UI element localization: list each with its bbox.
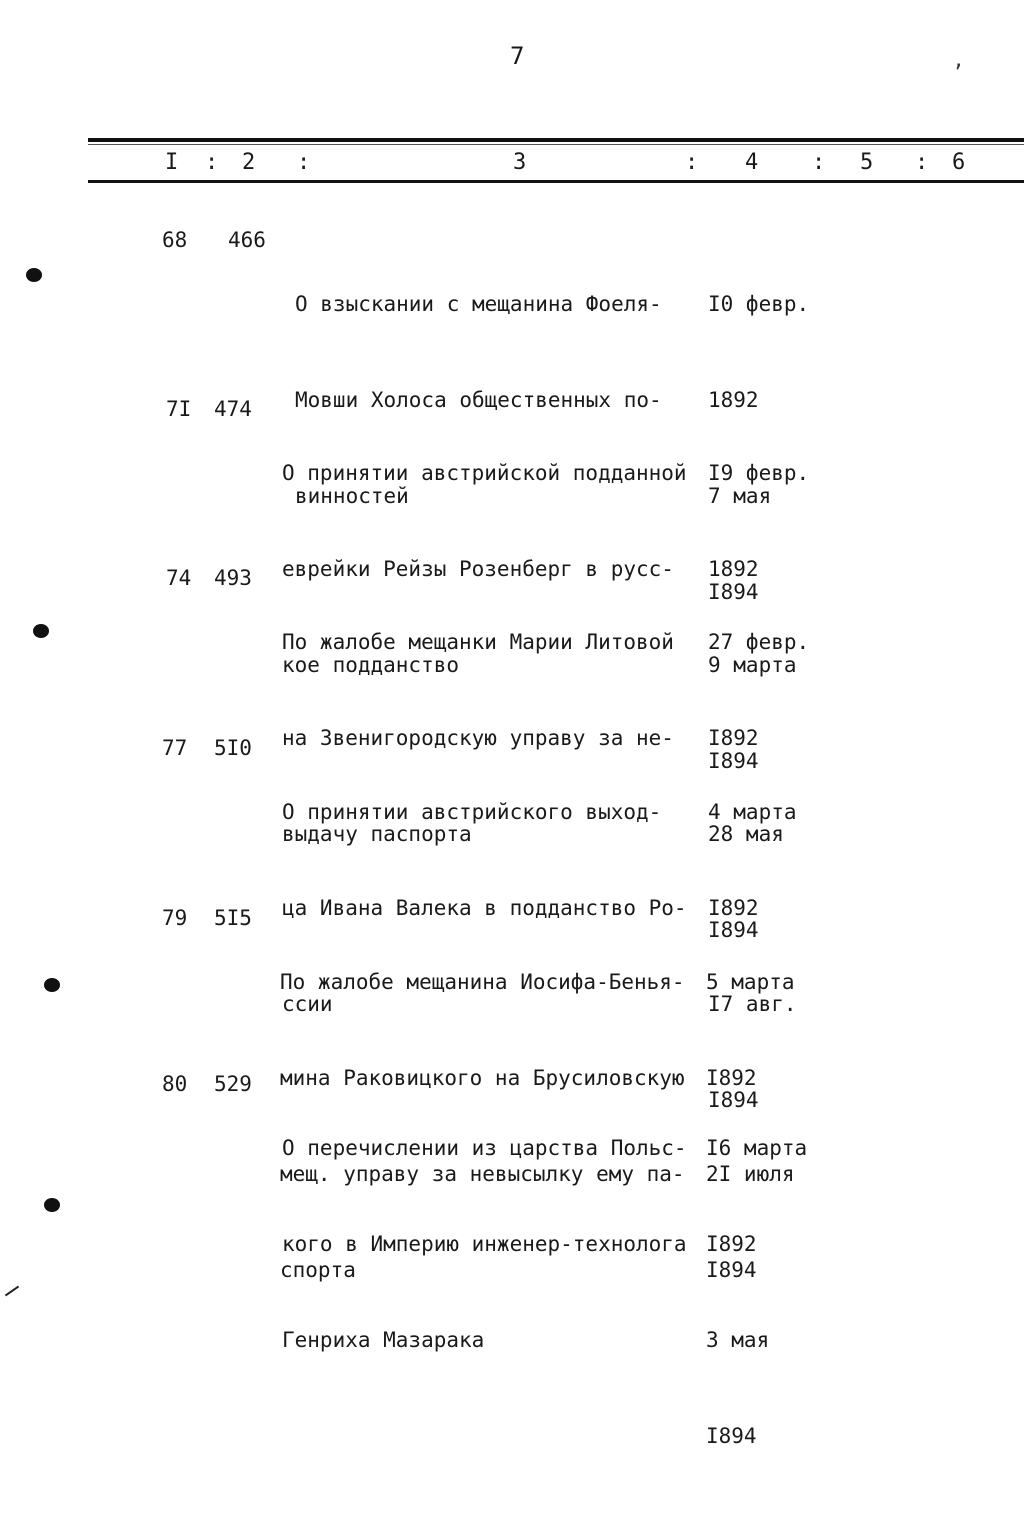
- page-number: 7: [510, 42, 525, 70]
- punch-hole: [33, 624, 49, 638]
- title-line: О взыскании с мещанина Фоеля-: [295, 292, 662, 316]
- date-line: I892: [706, 1232, 757, 1256]
- entry-number: 79: [162, 906, 188, 930]
- entry-number: 68: [162, 228, 188, 252]
- margin-stroke: [5, 1286, 19, 1297]
- file-number: 5I0: [214, 736, 252, 760]
- entry-number: 80: [162, 1072, 188, 1096]
- title-line: винностей: [295, 484, 409, 508]
- date-line: I6 марта: [706, 1136, 808, 1160]
- title-line: Генриха Мазарака: [282, 1328, 485, 1352]
- title-line: выдачу паспорта: [282, 822, 472, 846]
- date-line: 27 февр.: [708, 630, 810, 654]
- column-separator: :: [297, 150, 311, 175]
- date-line: I894: [708, 580, 759, 604]
- column-header-2: 2: [242, 150, 256, 175]
- title-line: мещ. управу за невысылку ему па-: [280, 1162, 685, 1186]
- date-line: 3 мая: [706, 1328, 770, 1352]
- header-rule-bottom: [88, 180, 1024, 183]
- date-line: I894: [706, 1258, 757, 1282]
- date-line: I892: [708, 896, 759, 920]
- file-number: 529: [214, 1072, 252, 1096]
- column-separator: :: [915, 150, 929, 175]
- title-line: на Звенигородскую управу за не-: [282, 726, 674, 750]
- header-rule-top: [88, 138, 1024, 142]
- date-line: I894: [708, 749, 759, 773]
- date-line: I892: [708, 726, 759, 750]
- title-line: По жалобе мещанки Марии Литовой: [282, 630, 674, 654]
- file-number: 5I5: [214, 906, 252, 930]
- entry-number: 77: [162, 736, 188, 760]
- date-line: 9 марта: [708, 653, 797, 677]
- entry-title: [282, 1068, 687, 1420]
- title-line: По жалобе мещанина Иосифа-Бенья-: [280, 970, 685, 994]
- punch-hole: [26, 268, 42, 282]
- date-line: I894: [708, 1088, 759, 1112]
- title-line: спорта: [280, 1258, 356, 1282]
- date-line: 2I июля: [706, 1162, 795, 1186]
- date-line: 1892: [708, 557, 759, 581]
- date-line: I894: [706, 1424, 757, 1448]
- title-line: мина Раковицкого на Брусиловскую: [280, 1066, 685, 1090]
- title-line: еврейки Рейзы Розенберг в русс-: [282, 557, 674, 581]
- column-header-6: 6: [952, 150, 966, 175]
- date-line: I892: [706, 1066, 757, 1090]
- punch-hole: [44, 1198, 60, 1212]
- file-number: 466: [228, 228, 266, 252]
- file-number: 493: [214, 566, 252, 590]
- date-line: 5 марта: [706, 970, 795, 994]
- date-line: I894: [708, 918, 759, 942]
- entry-number: 7I: [166, 397, 192, 421]
- date-line: I7 авг.: [708, 992, 797, 1016]
- punch-hole: [44, 978, 60, 992]
- header-rule-top-thin: [88, 144, 1024, 145]
- column-separator: :: [685, 150, 699, 175]
- date-line: 1892: [708, 388, 759, 412]
- file-number: 474: [214, 397, 252, 421]
- column-separator: :: [812, 150, 826, 175]
- title-line: кого в Империю инженер-технолога: [282, 1232, 687, 1256]
- entry-number: 74: [166, 566, 192, 590]
- title-line: ца Ивана Валека в подданство Ро-: [282, 896, 687, 920]
- date-line: 28 мая: [708, 822, 784, 846]
- date-line: 7 мая: [708, 484, 772, 508]
- title-line: Мовши Холоса общественных по-: [295, 388, 662, 412]
- column-separator: :: [205, 150, 219, 175]
- column-header-4: 4: [745, 150, 759, 175]
- title-line: кое подданство: [282, 653, 460, 677]
- date-line: I0 февр.: [708, 292, 810, 316]
- title-line: ссии: [282, 992, 333, 1016]
- column-header-5: 5: [860, 150, 874, 175]
- date-line: I9 февр.: [708, 461, 810, 485]
- date-line: 4 марта: [708, 800, 797, 824]
- corner-mark: ’: [952, 60, 965, 84]
- title-line: О принятии австрийского выход-: [282, 800, 662, 824]
- column-header-1: I: [165, 150, 179, 175]
- column-header-3: 3: [513, 150, 527, 175]
- entry-dates: [706, 1068, 807, 1516]
- title-line: О перечислении из царства Польс-: [282, 1136, 687, 1160]
- title-line: О принятии австрийской подданной: [282, 461, 687, 485]
